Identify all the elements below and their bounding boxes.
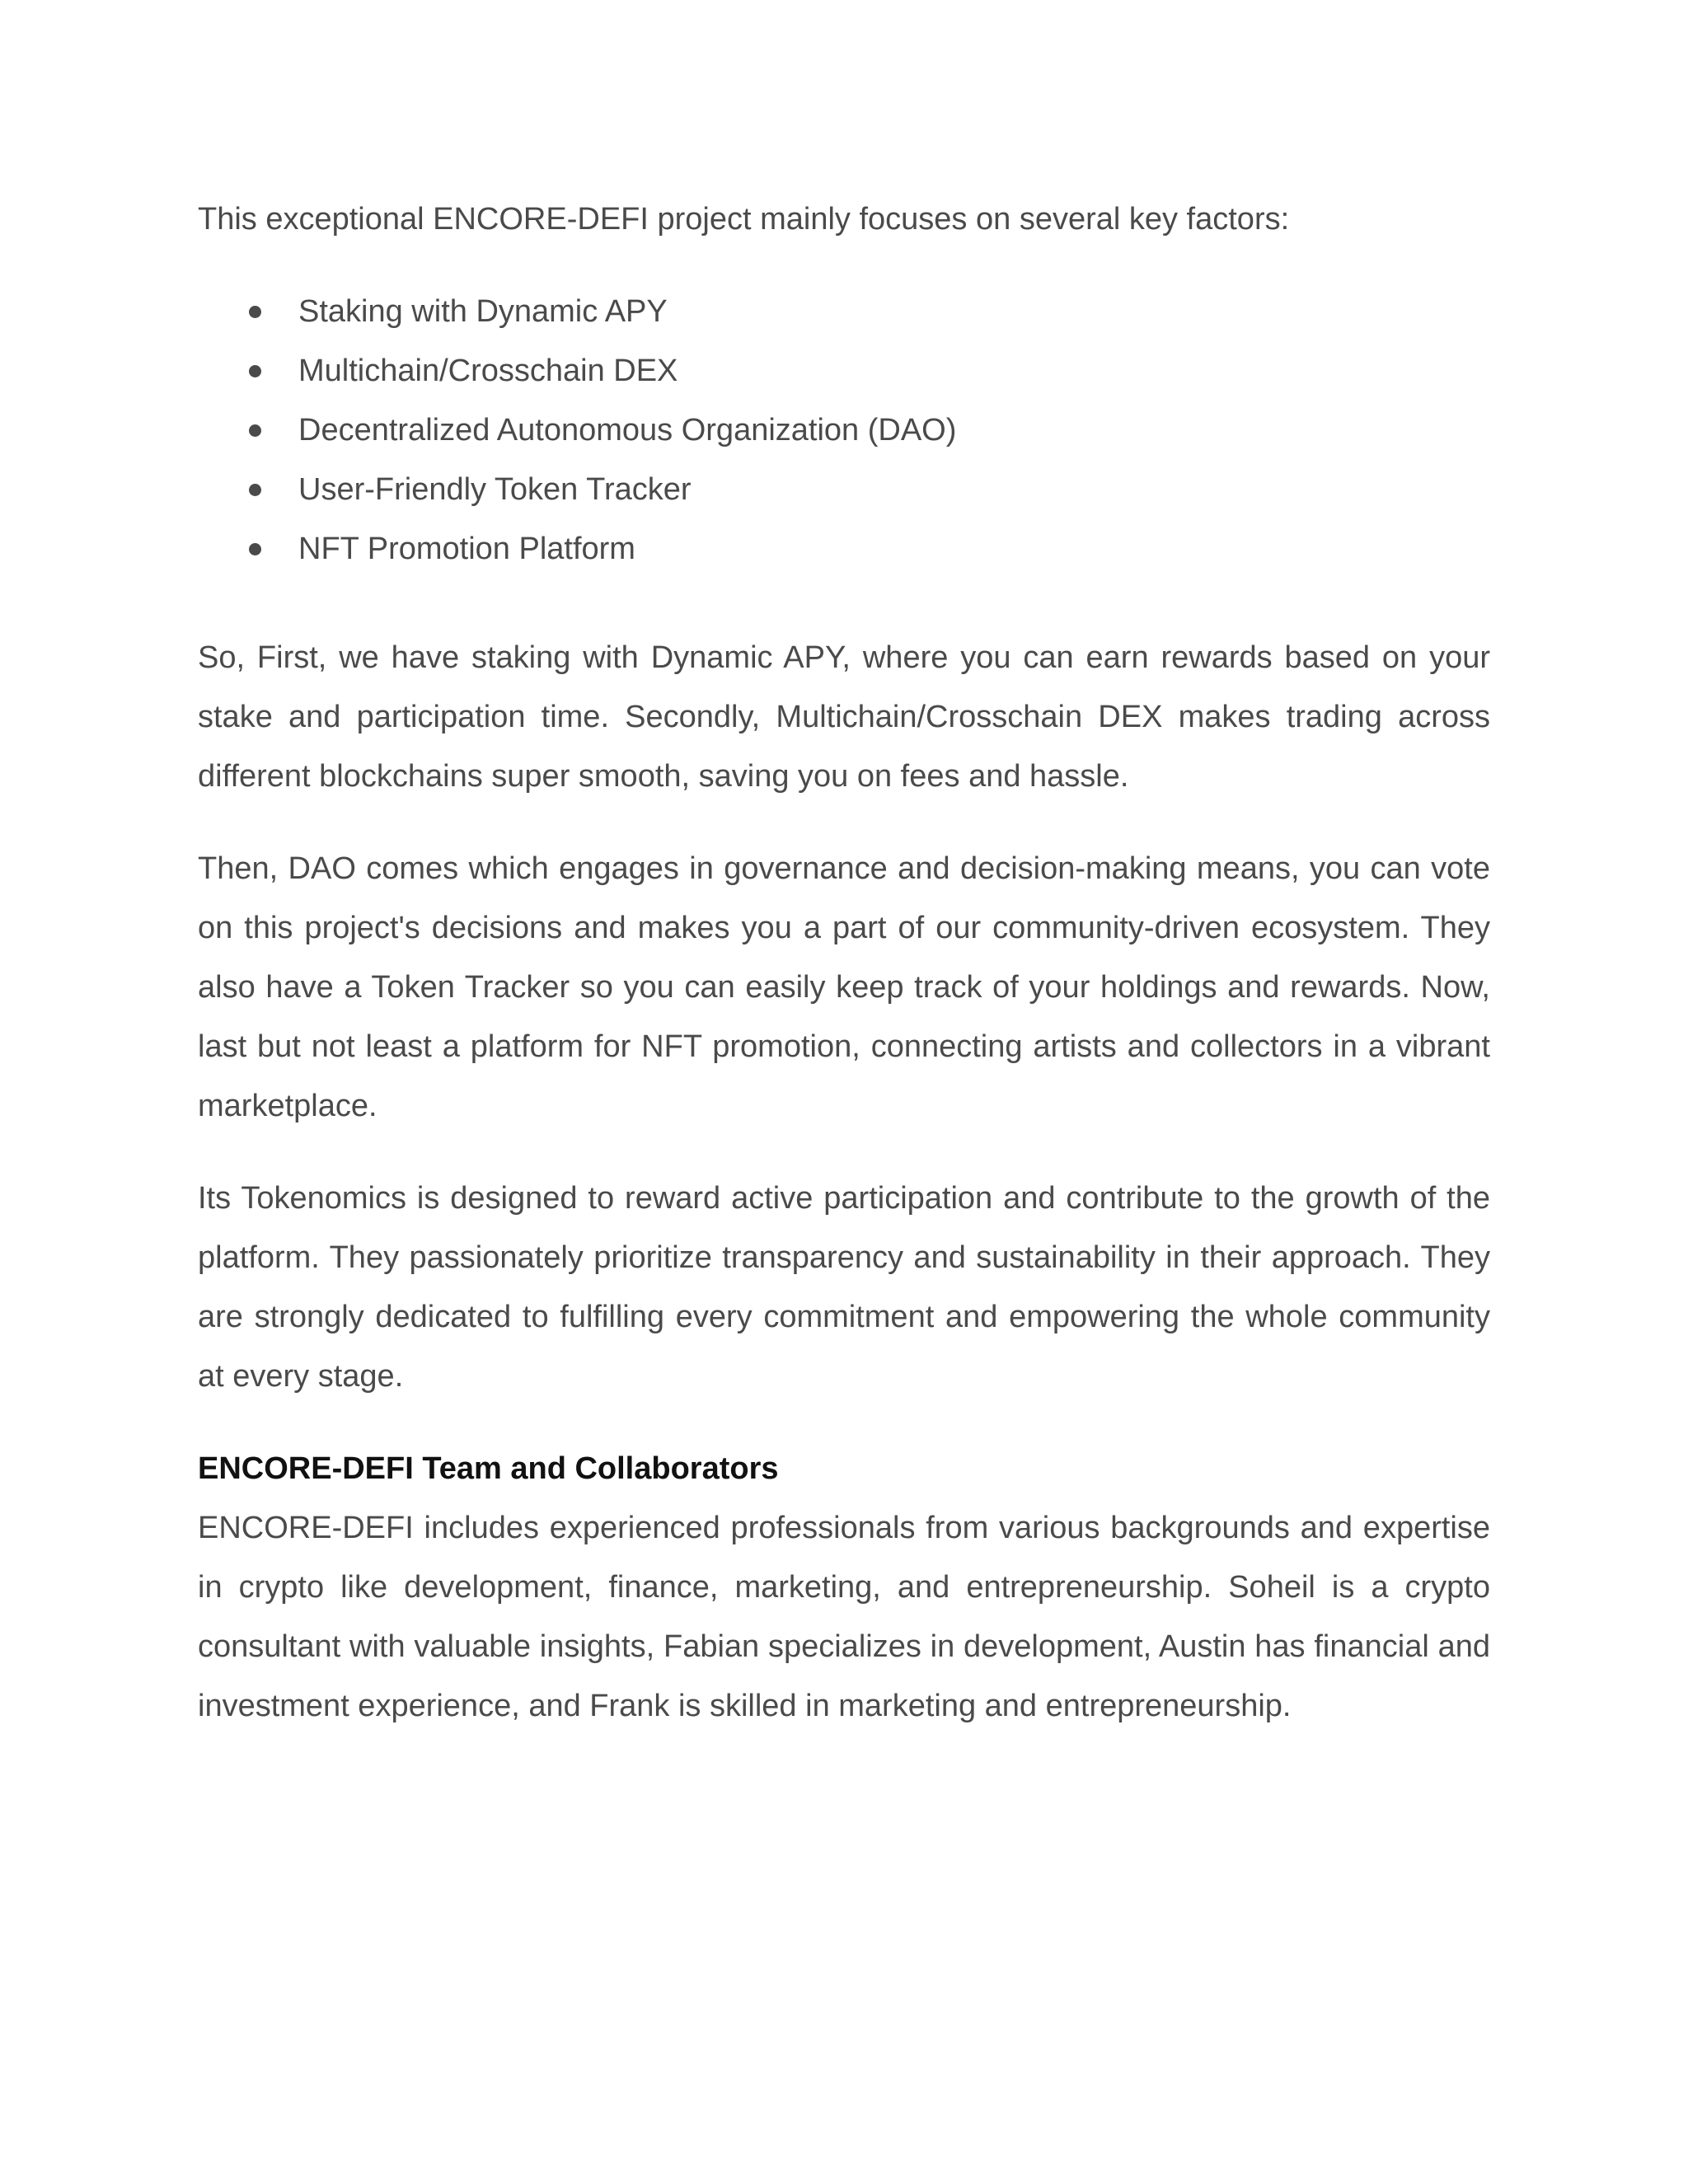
list-item-label: Decentralized Autonomous Organization (DAO) [298, 413, 957, 448]
list-item-label: NFT Promotion Platform [298, 532, 635, 566]
list-item [198, 460, 1490, 519]
bullet-icon [249, 484, 261, 496]
bullet-icon [249, 424, 261, 437]
list-item [198, 401, 1490, 460]
team-heading: ENCORE-DEFI Team and Collaborators [198, 1451, 779, 1486]
bullet-icon [249, 543, 261, 555]
bullet-icon [249, 306, 261, 318]
list-item [198, 341, 1490, 401]
list-item-label: User-Friendly Token Tracker [298, 472, 692, 507]
dao-tracker-paragraph: Then, DAO comes which engages in governance and decision-making means, you can vote on this project's decisions and makes you a part of our community-driven ecosystem. They also have a Token Tracker so you can easily keep track of your holdings and rewards. Now, last but not least a platform for NFT promotion, connecting artists and collectors in a vibrant marketplace. [198, 851, 1490, 1123]
list-item [198, 519, 1490, 579]
team-paragraph: ENCORE-DEFI includes experienced professionals from various backgrounds and expertise in crypto like development, finance, marketing, and entrepreneurship. Soheil is a crypto consultant with valuable insights, Fabian specializes in development, Austin has financial and investment experience, and Frank is skilled in marketing and entrepreneurship. [198, 1511, 1490, 1723]
key-factors-list [198, 282, 1490, 579]
document-page [198, 190, 1490, 1736]
list-item-label: Multichain/Crosschain DEX [298, 354, 678, 388]
bullet-icon [249, 365, 261, 377]
staking-dex-paragraph: So, First, we have staking with Dynamic APY, where you can earn rewards based on your stake and participation time. Secondly, Multichain/Crosschain DEX makes trading across different blockchains super smooth, saving you on fees and hassle. [198, 640, 1490, 794]
tokenomics-paragraph: Its Tokenomics is designed to reward active participation and contribute to the growth of the platform. They passionately prioritize transparency and sustainability in their approach. They are strongly dedicated to fulfilling every commitment and empowering the whole community at every stage. [198, 1181, 1490, 1394]
list-item-label: Staking with Dynamic APY [298, 294, 668, 329]
list-item [198, 282, 1490, 341]
intro-paragraph: This exceptional ENCORE-DEFI project mainly focuses on several key factors: [198, 202, 1290, 237]
